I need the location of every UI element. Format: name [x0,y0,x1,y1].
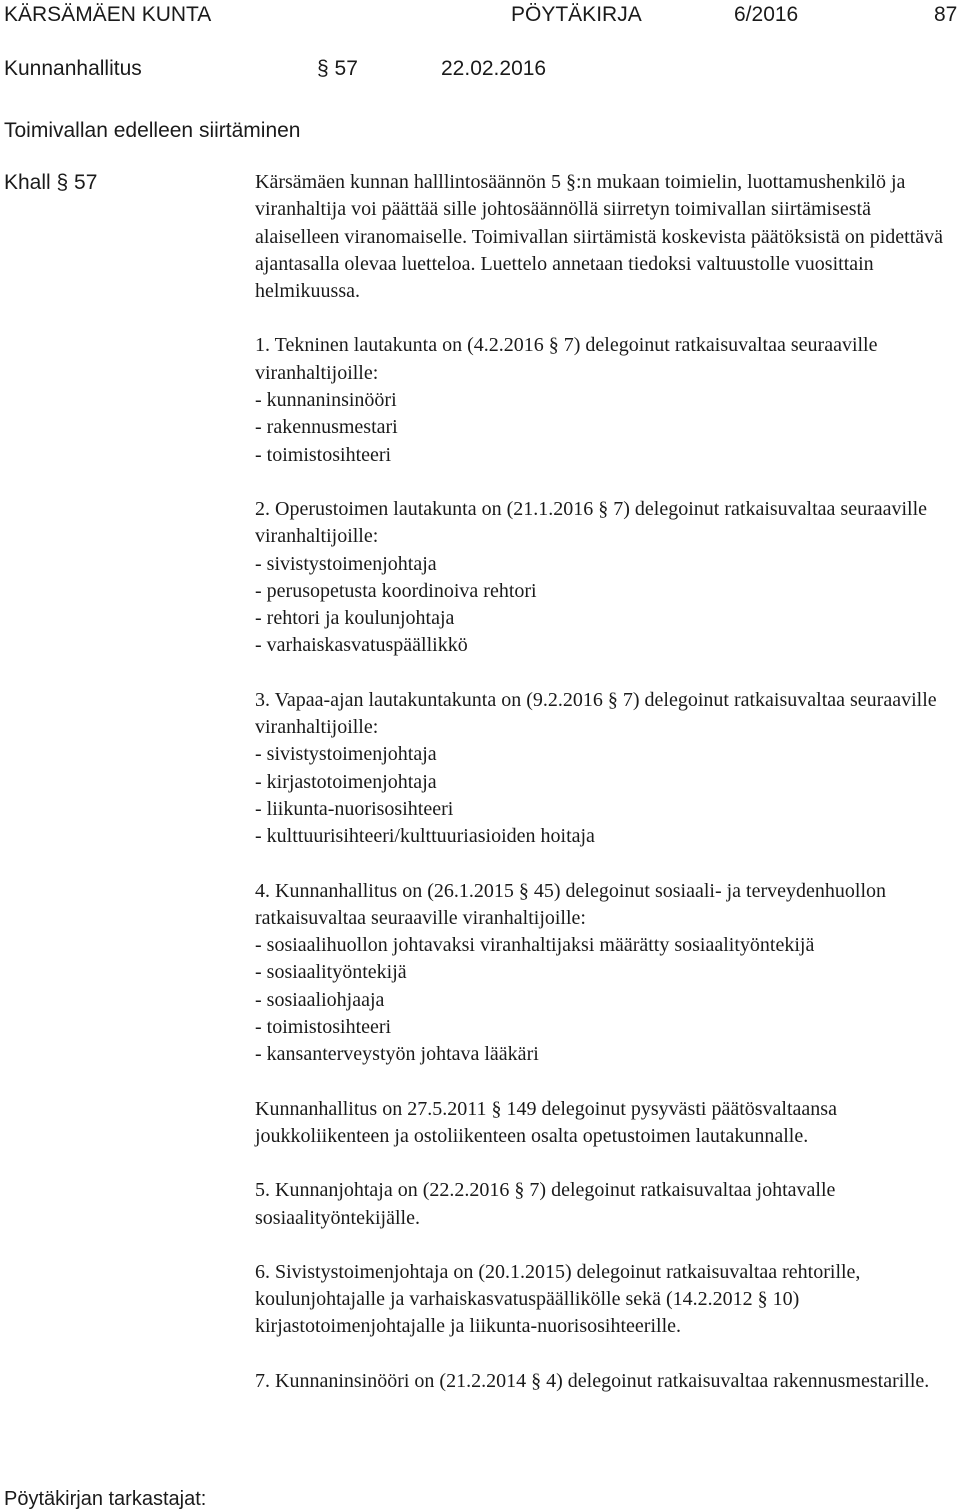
delegated-official: - sosiaaliohjaaja [255,988,385,1011]
delegation-list [255,332,950,1395]
delegated-official: - kunnaninsinööri [255,389,397,412]
delegation-item [255,496,950,660]
delegated-official: - toimistosihteeri [255,443,392,466]
delegation-item [255,1096,950,1151]
delegation-heading: 6. Sivistystoimenjohtaja on (20.1.2015) delegoinut ratkaisuvaltaa rehtorille, koulunjohtajalle ja varhaiskasvatuspäällikölle sekä (14.2.2012 § 10) kirjastotoimenjohtajalle ja liikunta-nuorisosihteerille. [255,1260,861,1338]
document-type: PÖYTÄKIRJA [511,3,642,26]
section-label: Khall § 57 [4,171,98,194]
delegated-official: - sosiaalihuollon johtavaksi viranhaltijaksi määrätty sosiaalityöntekijä [255,934,815,957]
delegation-heading: 4. Kunnanhallitus on (26.1.2015 § 45) delegoinut sosiaali- ja terveydenhuollon ratkaisuvaltaa seuraaville viranhaltijoille: [255,879,886,929]
delegated-official: - rehtori ja koulunjohtaja [255,607,455,630]
delegated-official: - perusopetusta koordinoiva rehtori [255,579,537,602]
delegated-official: - rakennusmestari [255,416,398,439]
delegated-official: - kulttuurisihteeri/kulttuuriasioiden hoitaja [255,825,595,848]
delegation-heading: 3. Vapaa-ajan lautakuntakunta on (9.2.2016 § 7) delegoinut ratkaisuvaltaa seuraaville viranhaltijoille: [255,688,937,739]
delegated-official: - toimistosihteeri [255,1016,392,1039]
delegation-item [255,332,950,468]
meeting-date: 22.02.2016 [441,57,547,80]
delegated-official: - sosiaalityöntekijä [255,961,407,984]
delegation-item [255,687,950,851]
delegation-heading: Kunnanhallitus on 27.5.2011 § 149 delegoinut pysyvästi päätösvaltaansa joukkoliikenteen ja ostoliikenteen osalta opetustoimen lautakunnalle. [255,1097,837,1147]
delegated-official: - kirjastotoimenjohtaja [255,770,437,793]
section-number: § 57 [317,57,358,80]
issue-number: 6/2016 [734,3,799,26]
delegation-heading: 2. Operustoimen lautakunta on (21.1.2016 § 7) delegoinut ratkaisuvaltaa seuraaville viranhaltijoille: [255,497,928,548]
delegation-heading: 7. Kunnaninsinööri on (21.2.2014 § 4) delegoinut ratkaisuvaltaa rakennusmestarille. [255,1369,930,1392]
delegation-item [255,878,950,1069]
document-body [255,169,950,1422]
delegation-item [255,1259,950,1341]
delegated-official: - varhaiskasvatuspäällikkö [255,634,468,657]
intro-paragraph: Kärsämäen kunnan halllintosäännön 5 §:n mukaan toimielin, luottamushenkilö ja viranhaltija voi päättää sille johtosäännöllä siirretyn toimivallan siirtämisestä alaiselleen viranomaiselle. Toimivallan siirtämistä koskevista päätöksistä on pidettävä ajantasalla olevaa luetteloa. Luettelo annetaan tiedoksi valtuustolle vuosittain helmikuussa. [255,171,944,303]
reviewers-label: Pöytäkirjan tarkastajat: [4,1488,207,1510]
delegation-heading: 1. Tekninen lautakunta on (4.2.2016 § 7) delegoinut ratkaisuvaltaa seuraaville viranhaltijoille: [255,334,878,384]
delegated-official: - liikunta-nuorisosihteeri [255,797,454,820]
governing-body: Kunnanhallitus [4,57,142,80]
page-number: 87 [934,3,958,26]
delegated-official: - sivistystoimenjohtaja [255,552,437,575]
page-title: Toimivallan edelleen siirtäminen [4,119,301,142]
delegation-item [255,1177,950,1232]
delegation-item [255,1368,950,1395]
delegated-official: - sivistystoimenjohtaja [255,743,437,766]
municipality-name: KÄRSÄMÄEN KUNTA [4,3,212,26]
delegated-official: - kansanterveystyön johtava lääkäri [255,1043,539,1066]
delegation-heading: 5. Kunnanjohtaja on (22.2.2016 § 7) delegoinut ratkaisuvaltaa johtavalle sosiaalityöntekijälle. [255,1179,836,1229]
